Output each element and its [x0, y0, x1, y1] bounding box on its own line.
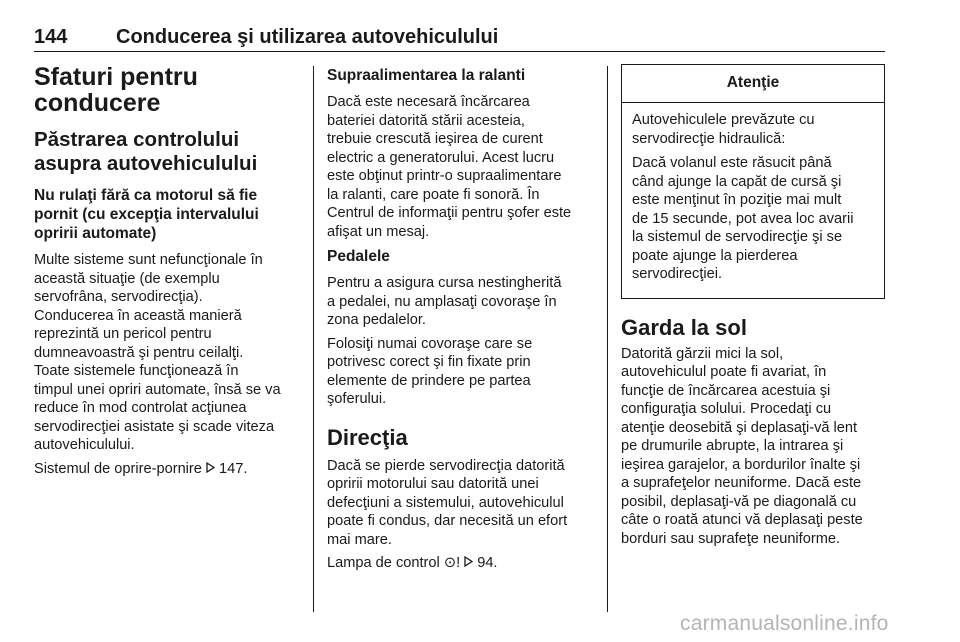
column-right [621, 64, 885, 553]
column-left [34, 64, 300, 483]
page-link[interactable]: 147. [218, 460, 248, 477]
watermark: carmanualsonline.info [680, 612, 889, 635]
topic-heading: Pedalele [327, 248, 390, 265]
body-paragraph: Datorită gărzii mici la sol, autovehiculul poate fi avariat, în funcţie de încărcarea acestuia şi configuraţia solului. Procedaţi cu atenţie deosebită şi deplasaţi-vă lent pe drumurile abrupte, la intrarea şi ieşirea garajelor, a bordurilor înalte şi a suprafeţelor neuniforme. Dacă este posibil, deplasaţi-vă pe diagonală cu câte o roată atunci vă deplasaţi peste borduri sau suprafeţe neuniforme. [621, 345, 863, 547]
page-header [34, 26, 884, 52]
subsection-heading: Garda la sol [621, 314, 747, 340]
subsection-heading: Direcţia [327, 424, 408, 450]
warning-box-title: Atenţie [622, 65, 884, 103]
body-paragraph: Folosiţi numai covoraşe care se potrivesc corect şi fin fixate prin elemente de prindere pe partea şoferului. [327, 335, 533, 407]
cross-reference-paragraph: Sistemul de oprire-pornire 147. [34, 460, 248, 477]
warning-box-body [622, 103, 884, 298]
warning-paragraph: Autovehiculele prevăzute cu servodirecţie hidraulică: [632, 112, 815, 147]
triangle-right-icon[interactable] [206, 460, 215, 479]
page-number: 144 [34, 26, 68, 48]
cross-reference-paragraph: Lampa de control ⊙! 94. [327, 555, 498, 571]
body-paragraph: Dacă este necesară încărcarea bateriei datorită stării acesteia, trebuie crescută ieşirea de curent electric a generatorului. Acest lucru este obţinut printr-o supraalimentare la ralanti, care poate fi sonoră. În Centrul de informaţii pentru şofer este afişat un mesaj. [327, 94, 572, 240]
body-paragraph: Pentru a asigura cursa nestingherită a pedalei, nu amplasaţi covoraşe în zona pedalelor. [327, 275, 562, 328]
body-paragraph: Dacă se pierde servodirecţia datorită opririi motorului sau datorită unei defecţiuni a sistemului, autovehiculul poate fi condus, dar necesită un efort mai mare. [327, 457, 568, 548]
page-title: Conducerea şi utilizarea autovehiculului [116, 26, 499, 48]
column-middle [327, 64, 595, 578]
column-divider [607, 66, 608, 612]
header-divider [34, 51, 885, 52]
body-paragraph: Multe sisteme sunt nefuncţionale în această situaţie (de exemplu servofrâna, servodirecţia). Conducerea în această manieră reprezintă un pericol pentru dumneavoastră şi pentru ceilalţi. Toate sistemele funcţionează în timpul unei opriri automate, însă se va reduce în mod controlat acţiunea servodirecţiei asistate şi scade viteza autovehiculului. [34, 252, 281, 453]
topic-heading: Supraalimentarea la ralanti [327, 67, 526, 84]
triangle-right-icon[interactable] [464, 554, 473, 573]
topic-heading: Nu rulaţi fără ca motorul să fie pornit (cu excepţia intervalului opririi automate) [34, 187, 259, 242]
subsection-heading: Păstrarea controlului asupra autovehiculului [34, 128, 258, 175]
column-divider [313, 66, 314, 612]
section-heading: Sfaturi pentru conducere [34, 63, 198, 117]
steering-warning-lamp-icon: ⊙! [443, 555, 461, 571]
warning-paragraph: Dacă volanul este răsucit până când ajunge la capăt de cursă şi este menţinut în poziţie mai mult de 15 secunde, pot avea loc avarii la sistemul de servodirecţie şi se poate ajunge la pierderea servodirecţiei. [632, 155, 854, 282]
warning-box [621, 64, 885, 299]
page-link[interactable]: 94. [477, 555, 498, 571]
